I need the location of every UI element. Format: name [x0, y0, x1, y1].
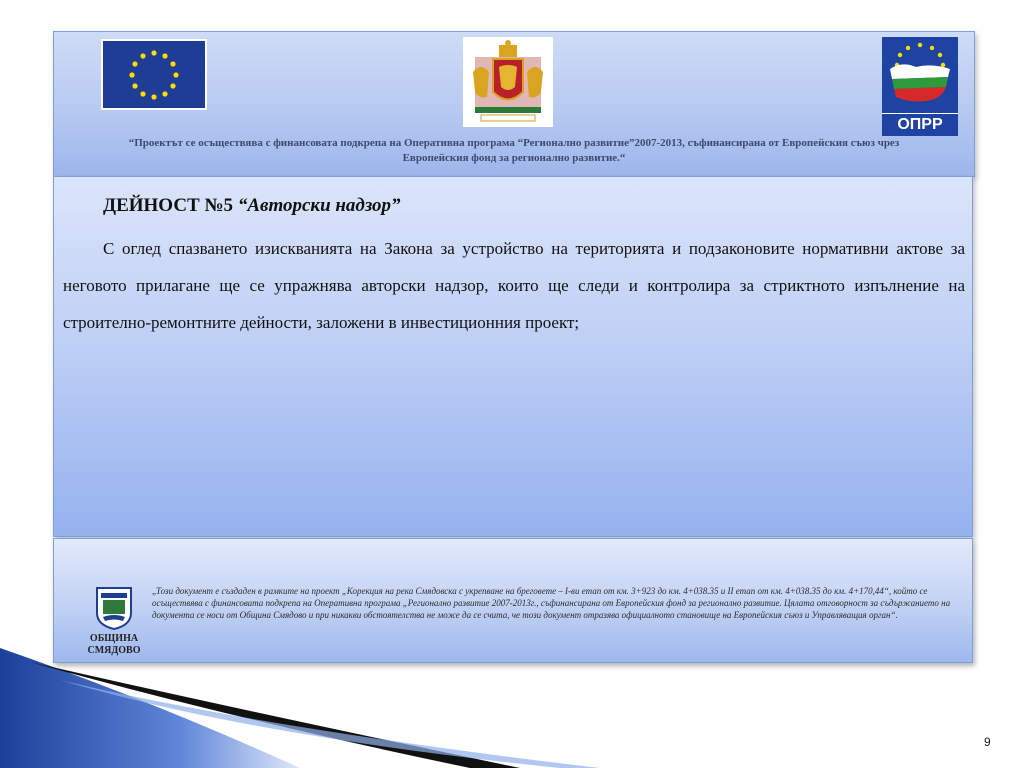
funding-caption: [54, 136, 974, 166]
decorative-swoosh: [0, 640, 640, 768]
funding-caption-line2: Европейския фонд за регионално развитие.“: [402, 152, 626, 164]
bulgaria-coat-of-arms-icon: [463, 37, 553, 127]
disclaimer-text: „Този документ е създаден в рамките на проект „Корекция на река Смядовска с укрепване на бреговете – I-ви етап от км. 3+923 до км. 4+038.35 и II етап от км. 4+038.35 до км. 4+170,44“, който се осъществява с финансовата подкрепа на Оперативна програма „Регионално развитие 2007-2013г., съфинансирана от Европейския фонд за регионално развитие. Цялата отговорност за съдържанието на документа се носи от Община Смядово и при никакви обстоятелства не може да се счита, че този документ отразява официалното становище на Европейския съюз и Управляващия орган“.: [152, 586, 951, 620]
header-band: [53, 31, 975, 177]
oprr-logo: [882, 37, 958, 135]
activity-paragraph: С оглед спазването изискванията на Закона за устройство на територията и подзаконовите нормативни актове за неговото прилагане ще се упражнява авторски надзор, които ще следи и контролира за стриктното изпълнение на строително-ремонтните дейности, заложени в инвестиционния проект;: [63, 239, 965, 332]
content-panel: [53, 176, 973, 537]
activity-heading: [103, 195, 401, 217]
municipality-label-line2: СМЯДОВО: [87, 645, 141, 656]
activity-heading-title: “Авторски надзор”: [237, 195, 401, 216]
activity-heading-prefix: ДЕЙНОСТ №5: [103, 195, 234, 216]
page-number: 9: [984, 735, 991, 749]
municipality-label-line1: ОБЩИНА: [89, 633, 139, 644]
funding-caption-line1: “Проектът се осъществява с финансовата подкрепа на Оперативна програма “Регионално развитие”2007-2013, съфинансирана от Европейския съюз чрез: [128, 137, 900, 149]
oprr-logo-label: ОПРР: [882, 113, 958, 136]
oprr-map-icon: [882, 37, 958, 113]
eu-flag-icon: [101, 39, 207, 110]
smyadovo-crest-icon: [94, 585, 134, 631]
